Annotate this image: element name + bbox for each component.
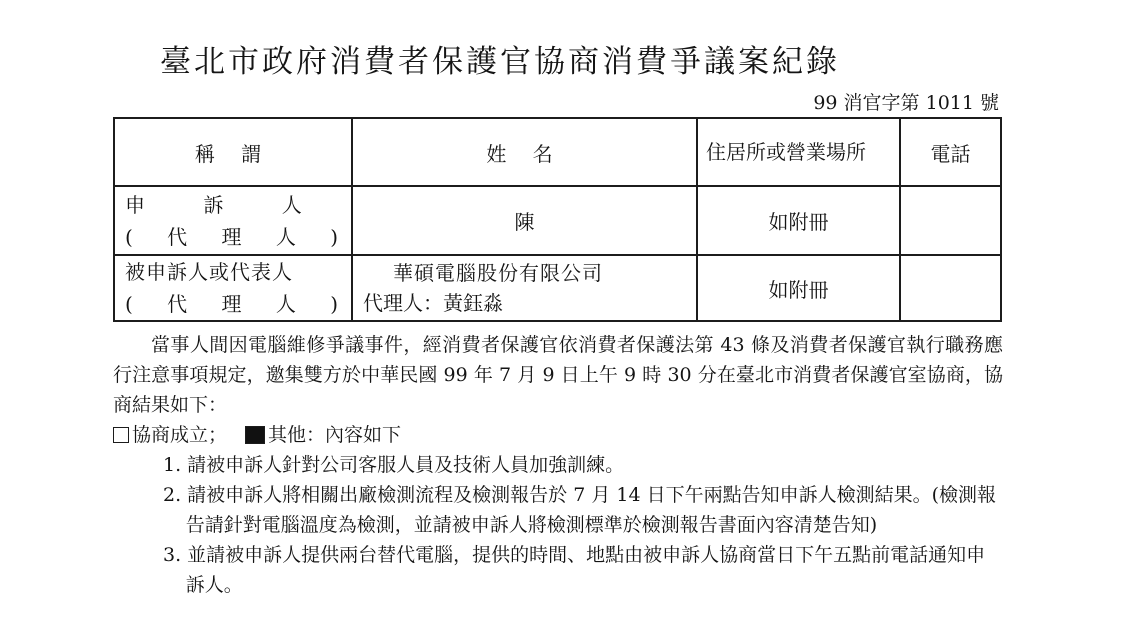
header-address: 住居所或營業場所 xyxy=(697,118,900,186)
parties-table xyxy=(113,117,1002,322)
result-items-list xyxy=(113,450,1003,600)
negotiation-record-body xyxy=(113,330,1003,600)
header-phone: 電話 xyxy=(900,118,1001,186)
address-cell: 如附冊 xyxy=(697,255,900,321)
role-agent-label: ( 代 理 人 ) xyxy=(125,292,353,316)
list-item: 2. 請被申訴人將相關出廠檢測流程及檢測報告於 7 月 14 日下午兩點告知申訴人檢測結果。(檢測報告請針對電腦溫度為檢測，並請被申訴人將檢測標準於檢測報告書面內容清楚告知) xyxy=(163,484,997,536)
header-name: 姓 名 xyxy=(352,118,697,186)
document-number: 99 消官字第 1011 號 xyxy=(813,92,999,114)
role-label: 申 訴 人 xyxy=(125,192,328,217)
role-cell xyxy=(114,255,352,321)
other-option-checkbox[interactable] xyxy=(245,426,265,444)
negotiation-success-checkbox[interactable] xyxy=(113,427,129,443)
result-options xyxy=(113,420,1003,450)
intro-paragraph: 當事人間因電腦維修爭議事件，經消費者保護官依消費者保護法第 43 條及消費者保護官執行職務應行注意事項規定，邀集雙方於中華民國 99 年 7 月 9 日上午 9 時 30 分在臺北市消費者保護官室協商，協商結果如下： xyxy=(113,334,1003,416)
table-row xyxy=(114,186,1001,255)
table-header-row xyxy=(114,118,1001,186)
list-item: 1. 請被申訴人針對公司客服人員及技術人員加強訓練。 xyxy=(163,454,625,476)
address-cell: 如附冊 xyxy=(697,186,900,255)
negotiation-success-label: 協商成立； xyxy=(132,424,228,446)
header-role: 稱 謂 xyxy=(114,118,352,186)
table-row xyxy=(114,255,1001,321)
role-cell xyxy=(114,186,352,255)
company-name: 華碩電腦股份有限公司 xyxy=(393,261,603,285)
other-option-label: 其他：內容如下 xyxy=(268,424,402,446)
phone-cell xyxy=(900,255,1001,321)
list-item: 3. 並請被申訴人提供兩台替代電腦，提供的時間、地點由被申訴人協商當日下午五點前電話通知申訴人。 xyxy=(163,544,986,596)
role-agent-label: ( 代 理 人 ) xyxy=(125,224,353,249)
phone-cell xyxy=(900,186,1001,255)
document-title: 臺北市政府消費者保護官協商消費爭議案紀錄 xyxy=(160,44,840,80)
agent-name: 代理人：黃鈺淼 xyxy=(363,291,503,315)
name-cell: 陳 xyxy=(352,186,697,255)
name-cell xyxy=(352,255,697,321)
role-label: 被申訴人或代表人 xyxy=(125,260,293,284)
